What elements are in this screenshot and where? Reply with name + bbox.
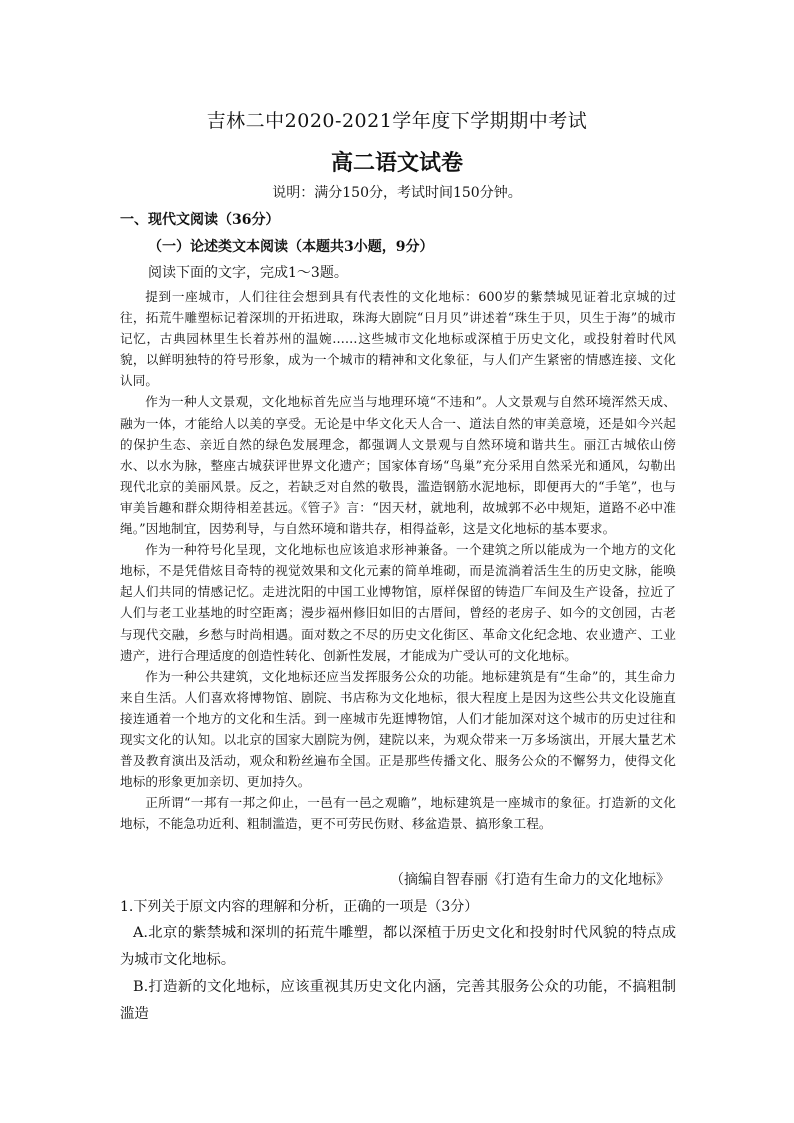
- paper-title: 高二语文试卷: [330, 150, 463, 176]
- reading-instruction: 阅读下面的文字，完成1～3题。: [148, 265, 348, 281]
- section-heading: 一、现代文阅读（36分）: [120, 212, 280, 228]
- article-paragraph: 正所谓“一邦有一邦之仰止，一邑有一邑之观瞻”，地标建筑是一座城市的象征。打造新的文化地标，不能急功近利、粗制滥造，更不可劳民伤财、移盆造景、搞形象工程。: [120, 795, 676, 832]
- article-paragraph: 作为一种人文景观，文化地标首先应当与地理环境“不违和”。人文景观与自然环境浑然天成、融为一体，才能给人以美的享受。无论是中华文化天人合一、道法自然的审美意境，还是如今兴起的保护生态、亲近自然的绿色发展理念，都强调人文景观与自然环境和谐共生。丽江古城依山傍水、以水为脉，整座古城获评世界文化遗产；国家体育场“鸟巢”充分采用自然采光和通风，勾勒出现代北京的美丽风景。反之，若缺乏对自然的敬畏，滥造钢筋水泥地标，即便再大的“手笔”，也与审美旨趣和群众期待相差甚远。《管子》言：“因天材，就地利，故城郭不必中规矩，道路不必中准绳。”因地制宜，因势利导，与自然环境和谐共存，相得益彰，这是文化地标的基本要求。: [120, 394, 676, 537]
- school-exam-title: 吉林二中2020-2021学年度下学期期中考试: [206, 110, 588, 132]
- reading-article: [120, 286, 676, 834]
- question-options: [120, 920, 676, 1028]
- question-stem: 1.下列关于原文内容的理解和分析，正确的一项是（3分）: [120, 899, 479, 915]
- article-paragraph: 作为一种公共建筑，文化地标还应当发挥服务公众的功能。地标建筑是有“生命”的，其生命力来自生活。人们喜欢将博物馆、剧院、书店称为文化地标，很大程度上是因为这些公共文化设施直接连通着一个地方的文化和生活。到一座城市先逛博物馆，人们才能加深对这个城市的历史过往和现实文化的认知。以北京的国家大剧院为例，建院以来，为观众带来一万多场演出，开展大量艺术普及教育演出及活动，观众和粉丝遍布全国。正是那些传播文化、服务公众的不懈努力，使得文化地标的形象更加亲切、更加持久。: [120, 668, 676, 790]
- option-a: A.北京的紫禁城和深圳的拓荒牛雕塑，都以深植于历史文化和投射时代风貌的特点成为城市文化地标。: [120, 925, 676, 968]
- article-source: （摘编自智春丽《打造有生命力的文化地标》: [390, 872, 670, 888]
- exam-note: 说明：满分150分，考试时间150分钟。: [272, 185, 522, 201]
- option-b: B.打造新的文化地标，应该重视其历史文化内涵，完善其服务公众的功能，不搞粗制滥造: [120, 979, 676, 1022]
- subsection-heading: （一）论述类文本阅读（本题共3小题，9分）: [148, 239, 434, 255]
- article-paragraph: 提到一座城市，人们往往会想到具有代表性的文化地标：600岁的紫禁城见证着北京城的过往，拓荒牛雕塑标记着深圳的开拓进取，珠海大剧院“日月贝”讲述着“珠生于贝，贝生于海”的城市记忆，古典园林里生长着苏州的温婉……这些城市文化地标或深植于历史文化，或投射着时代风貌，以鲜明独特的符号形象，成为一个城市的精神和文化象征，与人们产生紧密的情感连接、文化认同。: [120, 289, 676, 389]
- article-paragraph: 作为一种符号化呈现，文化地标也应该追求形神兼备。一个建筑之所以能成为一个地方的文化地标，不是凭借炫目奇特的视觉效果和文化元素的简单堆砌，而是流淌着活生生的历史文脉，能唤起人们共同的情感记忆。走进沈阳的中国工业博物馆，原样保留的铸造厂车间及生产设备，拉近了人们与老工业基地的时空距离；漫步福州修旧如旧的古厝间，曾经的老房子、如今的文创园，古老与现代交融，乡愁与时尚相遇。面对数之不尽的历史文化街区、革命文化纪念地、农业遗产、工业遗产，进行合理适度的创造性转化、创新性发展，才能成为广受认可的文化地标。: [120, 542, 676, 663]
